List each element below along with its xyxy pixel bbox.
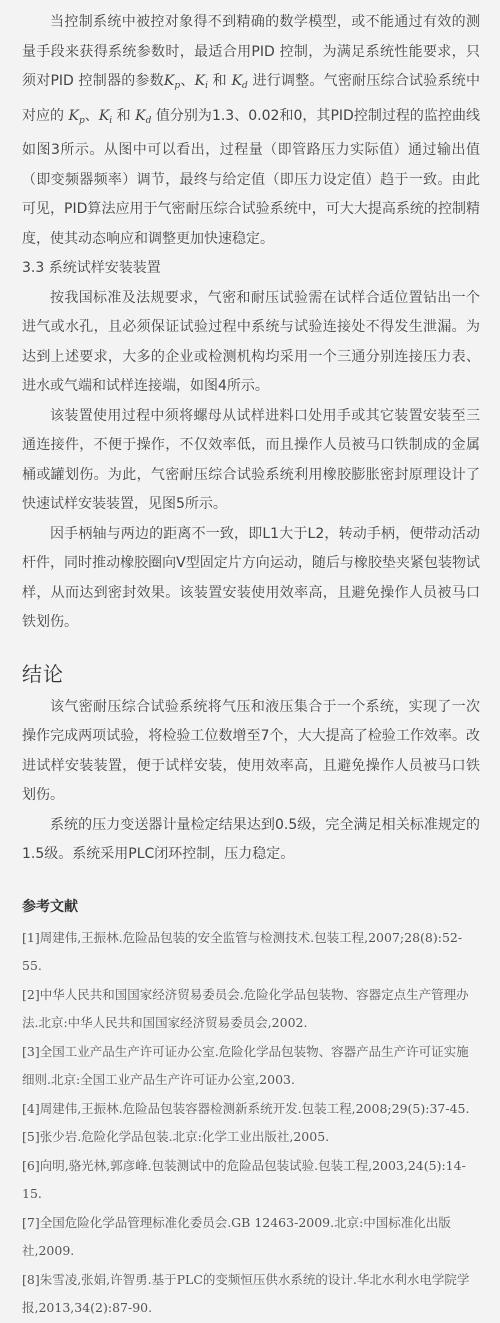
reference-item: [6]向明,骆光林,郭彦峰.包装测试中的危险品包装试验.包装工程,2003,24(5):14-15.: [22, 1157, 466, 1201]
param-kd: $K_d$: [231, 73, 248, 91]
reference-item: [8]朱雪凌,张娟,许智勇.基于PLC的变频恒压供水系统的设计.华北水利水电学院学报,2013,34(2):87-90.: [22, 1271, 470, 1315]
reference-item: [1]周建伟,王振林.危险品包装的安全监管与检测技术.包装工程,2007;28(8):52-55.: [22, 929, 463, 973]
reference-item: [3]全国工业产品生产许可证办公室.危险化学品包装物、容器产品生产许可证实施细则.北京:全国工业产品生产许可证办公室,2003.: [22, 1043, 469, 1087]
conclusion-paragraph-2: 系统的压力变送器计量检定结果达到0.5级，完全满足相关标准规定的1.5级。系统采用PLC闭环控制，压力稳定。: [22, 816, 480, 862]
conclusion-heading: 结论: [22, 661, 64, 686]
paragraph-text: 进行调整。气密耐压综合试验系统中对应的: [22, 73, 480, 124]
reference-item: [2]中华人民共和国国家经济贸易委员会.危险化学品包装物、容器定点生产管理办法.北京:中华人民共和国国家经济贸易委员会,2002.: [22, 986, 469, 1030]
reference-list: [22, 924, 480, 1323]
reference-item: [5]张少岩.危险化学品包装.北京:化学工业出版社,2005.: [22, 1129, 330, 1144]
references-heading: 参考文献: [22, 898, 78, 915]
separator: 、: [180, 73, 195, 89]
paragraph-text: 值分别为1.3、0.02和0，其PID控制过程的监控曲线如图3所示。从图中可以看出，过程量（即管路压力实际值）通过输出值（即变频器频率）调节，最终与给定值（即压力设定值）趋于一致。由此可见，PID算法应用于气密耐压综合试验系统中，可大大提高系统的控制精度，使其动态响应和调整更加快速稳定。: [22, 107, 480, 247]
conjunction: 和: [207, 73, 232, 89]
body-paragraph-standards: 按我国标准及法规要求，气密和耐压试验需在试样合适位置钻出一个进气或水孔，且必须保证试验过程中系统与试验连接处不得发生泄漏。为达到上述要求，大多的企业或检测机构均采用一个三通分别连接压力表、进水或气端和试样连接端，如图4所示。: [22, 289, 480, 394]
body-paragraph-device-usage: 该装置使用过程中须将螺母从试样进料口处用手或其它装置安装至三通连接件，不便于操作，不仅效率低，而且操作人员被马口铁制成的金属桶或罐划伤。为此，气密耐压综合试验系统利用橡胶膨胀密封原理设计了快速试样安装装置，见图5所示。: [22, 407, 480, 512]
param-kp: $K_p$: [68, 107, 85, 126]
section-heading-3-3: 3.3 系统试样安装装置: [22, 260, 161, 276]
param-kd: $K_d$: [135, 107, 152, 126]
param-ki: $K_i$: [194, 73, 208, 91]
param-ki: $K_i$: [98, 107, 113, 126]
conjunction: 和: [112, 107, 136, 124]
paragraph-text: 当控制系统中被控对象得不到精确的数学模型，或不能通过有效的测量手段来获得系统参数时，最适合用PID 控制，为满足系统性能要求，只须对PID 控制器的参数: [22, 14, 480, 89]
body-paragraph-handle: 因手柄轴与两边的距离不一致，即L1大于L2，转动手柄，便带动活动杆件，同时推动橡胶圈向V型固定片方向运动，随后与橡胶垫夹紧包装物试样，从而达到密封效果。该装置安装使用效率高，且避免操作人员被马口铁划伤。: [22, 525, 480, 630]
reference-item: [4]周建伟,王振林.危险品包装容器检测新系统开发.包装工程,2008;29(5):37-45.: [22, 1100, 470, 1116]
param-kp: $K_p$: [163, 73, 181, 91]
separator: 、: [84, 107, 99, 124]
body-paragraph-pid: [22, 8, 480, 254]
conclusion-paragraph-1: 该气密耐压综合试验系统将气压和液压集合于一个系统，实现了一次操作完成两项试验，将检验工位数增至7个，大大提高了检验工作效率。改进试样安装装置，便于试样安装，使用效率高，且避免操作人员被马口铁划伤。: [22, 698, 480, 803]
reference-item: [7]全国危险化学品管理标准化委员会.GB 12463-2009.北京:中国标准化出版社,2009.: [22, 1214, 451, 1258]
